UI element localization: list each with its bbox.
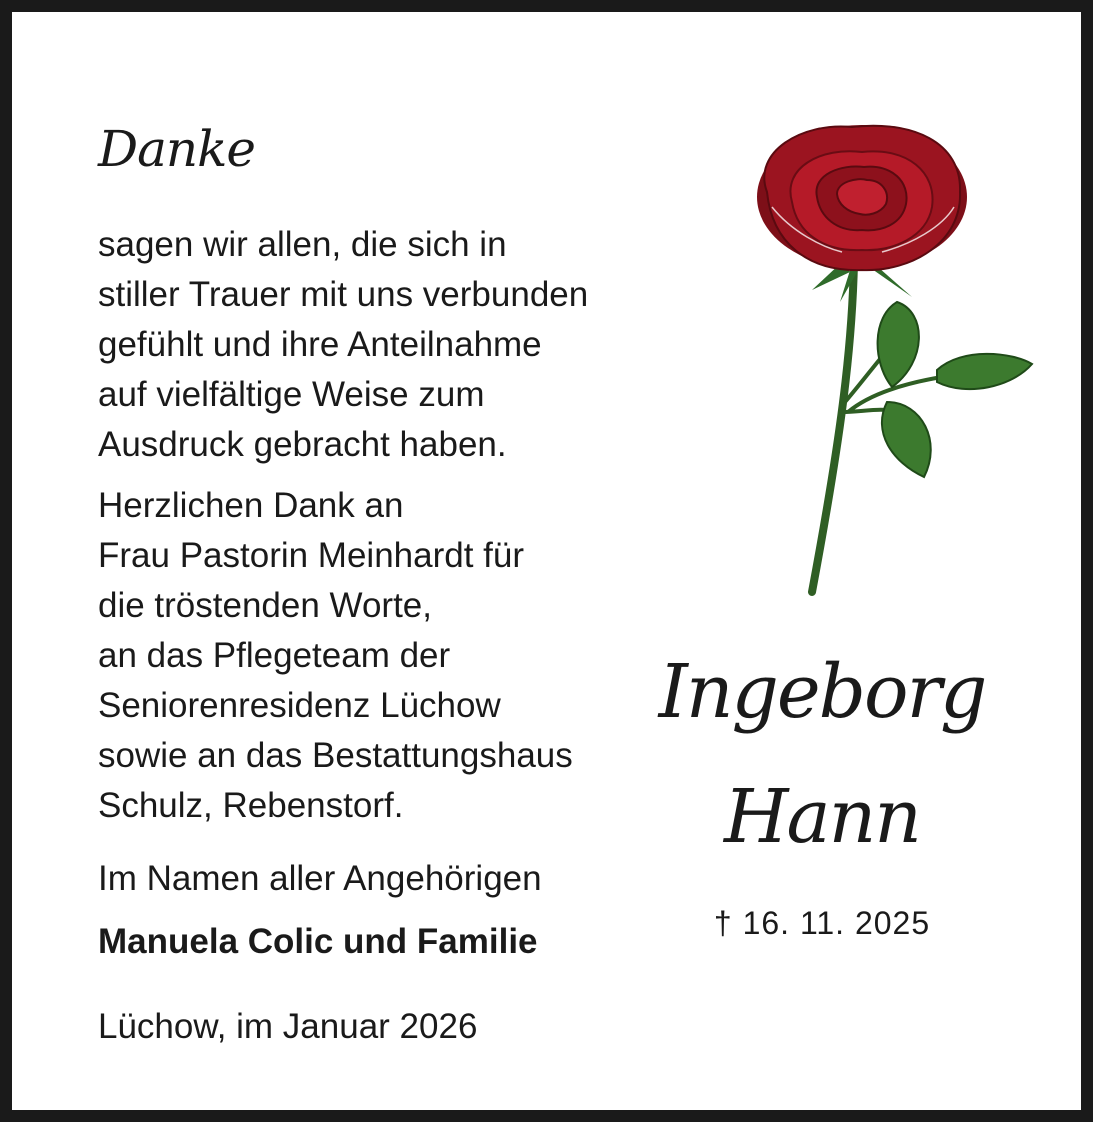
- deceased-last-name: Hann: [724, 774, 920, 860]
- special-thanks-paragraph: Herzlichen Dank an Frau Pastorin Meinhardt für die tröstenden Worte, an das Pflegeteam der Seniorenresidenz Lüchow sowie an das Bestattungshaus Schulz, Rebenstorf.: [98, 486, 573, 825]
- signoff-intro: Im Namen aller Angehörigen: [98, 859, 542, 898]
- place-date: Lüchow, im Januar 2026: [98, 1007, 478, 1046]
- thanks-paragraph: sagen wir allen, die sich in stiller Trauer mit uns verbunden gefühlt und ihre Anteilnahme auf vielfältige Weise zum Ausdruck gebracht haben.: [98, 225, 589, 464]
- death-date: † 16. 11. 2025: [713, 905, 931, 941]
- deceased-first-name: Ingeborg: [658, 649, 986, 735]
- heading-danke: Danke: [98, 120, 255, 178]
- rose-illustration: [712, 112, 1052, 602]
- signoff-names: Manuela Colic und Familie: [98, 922, 538, 961]
